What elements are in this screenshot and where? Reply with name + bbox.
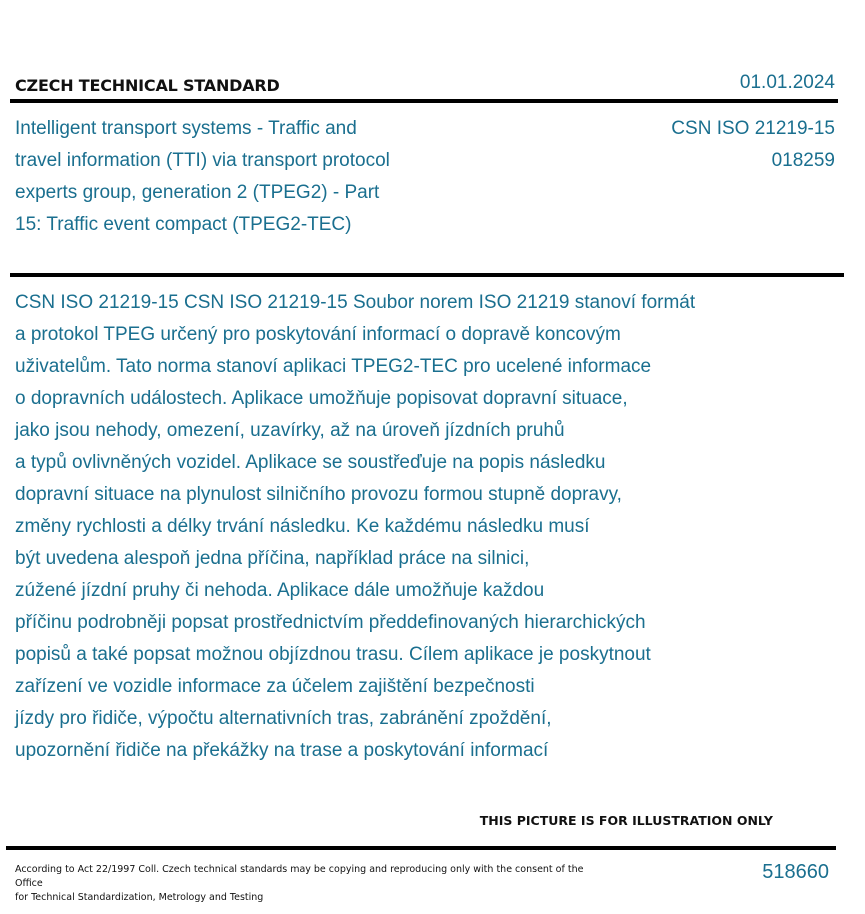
publication-date: 01.01.2024 bbox=[739, 72, 835, 93]
abstract-line: zúžené jízdní pruhy či nehoda. Aplikace dále umožňuje každou bbox=[15, 580, 545, 601]
abstract-line: upozornění řidiče na překážky na trase a poskytování informací bbox=[15, 740, 549, 761]
footer-divider bbox=[6, 846, 836, 850]
abstract-line: a protokol TPEG určený pro poskytování informací o dopravě koncovým bbox=[15, 324, 621, 345]
abstract-line: dopravní situace na plynulost silničního provozu formou stupně dopravy, bbox=[15, 484, 622, 505]
abstract-line: a typů ovlivněných vozidel. Aplikace se soustřeďuje na popis následku bbox=[15, 452, 606, 473]
abstract-line: o dopravních událostech. Aplikace umožňuje popisovat dopravní situace, bbox=[15, 388, 628, 409]
abstract-text bbox=[15, 287, 845, 767]
title-line: experts group, generation 2 (TPEG2) - Part bbox=[15, 182, 380, 203]
catalog-number: 018259 bbox=[771, 150, 835, 171]
abstract-line: CSN ISO 21219-15 CSN ISO 21219-15 Soubor norem ISO 21219 stanoví formát bbox=[15, 292, 696, 313]
title-divider bbox=[10, 273, 844, 277]
abstract-line: změny rychlosti a délky trvání následku. Ke každému následku musí bbox=[15, 516, 590, 537]
document-number: 518660 bbox=[762, 861, 829, 883]
title-line: 15: Traffic event compact (TPEG2-TEC) bbox=[15, 214, 352, 235]
document-category-label: CZECH TECHNICAL STANDARD bbox=[15, 76, 280, 95]
header-divider bbox=[10, 99, 838, 103]
copyright-line: for Technical Standardization, Metrology and Testing bbox=[15, 892, 264, 903]
copyright-line: According to Act 22/1997 Coll. Czech technical standards may be copying and reproducing only with the consent of the Office bbox=[15, 864, 584, 889]
illustration-disclaimer: THIS PICTURE IS FOR ILLUSTRATION ONLY bbox=[479, 813, 773, 828]
standard-title bbox=[15, 113, 455, 241]
title-line: Intelligent transport systems - Traffic and bbox=[15, 118, 357, 139]
title-line: travel information (TTI) via transport protocol bbox=[15, 150, 390, 171]
abstract-line: být uvedena alespoň jedna příčina, například práce na silnici, bbox=[15, 548, 530, 569]
copyright-notice bbox=[15, 863, 595, 905]
standard-identifier-block bbox=[671, 113, 835, 177]
abstract-line: příčinu podrobněji popsat prostřednictvím předdefinovaných hierarchických bbox=[15, 612, 646, 633]
abstract-line: zařízení ve vozidle informace za účelem zajištění bezpečnosti bbox=[15, 676, 535, 697]
abstract-line: jízdy pro řidiče, výpočtu alternativních tras, zabránění zpoždění, bbox=[15, 708, 552, 729]
abstract-line: popisů a také popsat možnou objízdnou trasu. Cílem aplikace je poskytnout bbox=[15, 644, 651, 665]
abstract-line: jako jsou nehody, omezení, uzavírky, až na úroveň jízdních pruhů bbox=[15, 420, 565, 441]
abstract-line: uživatelům. Tato norma stanoví aplikaci TPEG2-TEC pro ucelené informace bbox=[15, 356, 652, 377]
standard-id: CSN ISO 21219-15 bbox=[671, 118, 835, 139]
